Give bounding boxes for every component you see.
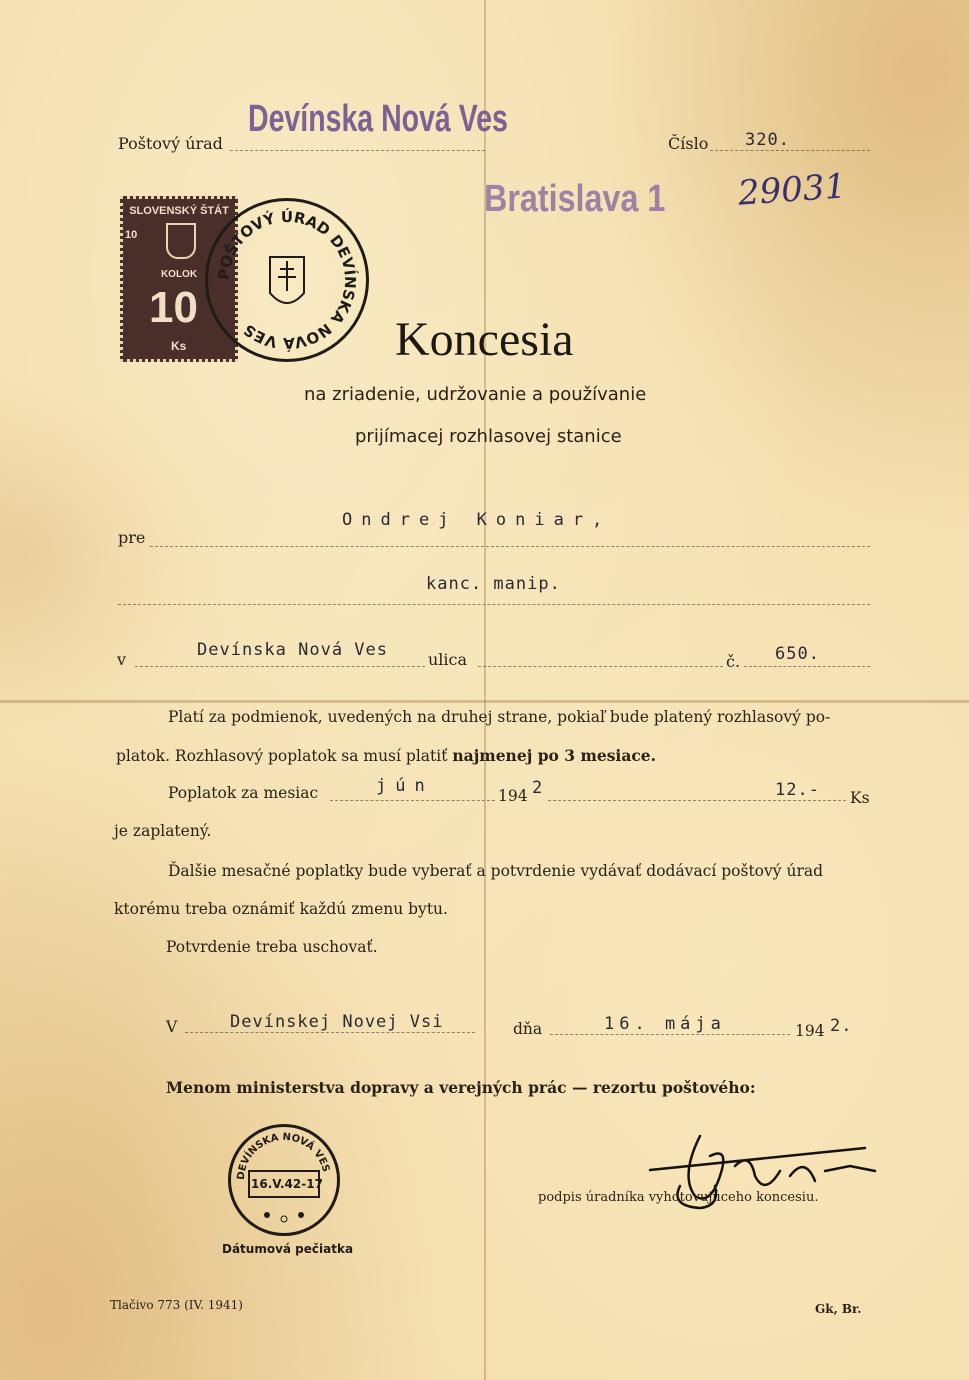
recipient-number: 650. — [775, 644, 820, 664]
conditions-line-2b: najmenej po 3 mesiace. — [452, 746, 657, 765]
official-caption: podpis úradníka vyhotovujúceho koncesiu. — [538, 1190, 819, 1205]
handwritten-number: 29031 — [736, 166, 848, 214]
dotted-line — [150, 546, 870, 547]
round-stamp-text: POŠTOVÝ ÚRAD DEVÍNSKA NOVÁ VES — [214, 207, 360, 353]
form-number: Tlačivo 773 (IV. 1941) — [110, 1298, 243, 1312]
revenue-stamp-corner: 10 — [125, 229, 138, 241]
ministry-text: Menom ministerstva dopravy a verejných prác — rezortu poštového: — [166, 1078, 756, 1097]
number-label-c: č. — [726, 652, 741, 671]
further-line-2: ktorému treba oznámiť každú zmenu bytu. — [114, 900, 448, 918]
dotted-line — [744, 666, 870, 667]
conditions-line-2 — [116, 746, 656, 765]
dotted-line — [330, 800, 495, 801]
signature-year-suffix: 2. — [830, 1016, 853, 1036]
conditions-line-2a: platok. Rozhlasový poplatok sa musí platiť — [116, 747, 453, 765]
date-stamp-caption: Dátumová pečiatka — [222, 1242, 354, 1256]
revenue-stamp-kolok: KOLOK — [160, 269, 198, 280]
fee-year-suffix: 2 — [532, 778, 544, 798]
signature-year-prefix: 194 — [795, 1022, 825, 1040]
svg-text:DEVÍNSKA NOVÁ VES — [236, 1132, 331, 1181]
round-office-stamp — [205, 198, 369, 362]
fold-line-horizontal — [0, 700, 969, 703]
subtitle-line-2: prijímacej rozhlasovej stanice — [355, 426, 622, 447]
recipient-town: Devínska Nová Ves — [197, 640, 388, 660]
round-stamp-ring — [208, 201, 366, 359]
fee-month: jún — [376, 776, 434, 796]
number-value: 320. — [745, 130, 790, 150]
dotted-line — [118, 604, 870, 605]
date-stamp-date: 16.V.42-17 — [251, 1177, 323, 1191]
paid-text: je zaplatený. — [114, 822, 212, 840]
street-label: ulica — [428, 650, 468, 669]
dotted-line — [185, 1032, 475, 1033]
dotted-line — [135, 666, 425, 667]
v-label: v — [117, 650, 127, 669]
fee-year-prefix: 194 — [498, 787, 528, 805]
signature-date: 16. mája — [604, 1014, 726, 1034]
place-v-label: V — [166, 1018, 178, 1036]
revenue-stamp-currency: Ks — [171, 339, 187, 353]
further-line-1: Ďalšie mesačné poplatky bude vyberať a potvrdenie vydávať dodávací poštový úrad — [168, 862, 824, 880]
dotted-line — [548, 800, 846, 801]
dotted-line — [230, 150, 485, 151]
printer-mark: Gk, Br. — [815, 1302, 862, 1316]
dotted-line — [550, 1034, 790, 1035]
number-label: Číslo — [668, 134, 709, 153]
recipient-name: Ondrej Koniar, — [342, 510, 612, 530]
date-stamp-ring-text: DEVÍNSKA NOVÁ VES — [235, 1131, 332, 1181]
date-label: dňa — [513, 1020, 543, 1038]
revenue-stamp-value: 10 — [149, 283, 198, 332]
fee-amount: 12.- — [775, 780, 820, 800]
recipient-occupation: kanc. manip. — [426, 574, 561, 594]
conditions-line-1: Platí za podmienok, uvedených na druhej strane, pokiaľ bude platený rozhlasový po- — [168, 708, 831, 726]
keep-text: Potvrdenie treba uschovať. — [166, 938, 378, 956]
dotted-line — [710, 150, 870, 151]
post-office-label: Poštový úrad — [118, 134, 223, 153]
city-stamp: Bratislava 1 — [484, 178, 666, 220]
date-stamp — [228, 1124, 340, 1236]
revenue-stamp-title: SLOVENSKÝ ŠTÁT — [129, 205, 229, 217]
subtitle-line-1: na zriadenie, udržovanie a používanie — [304, 384, 647, 405]
pre-label: pre — [118, 528, 146, 547]
document-title: Koncesia — [395, 313, 574, 366]
post-office-stamp: Devínska Nová Ves — [248, 98, 508, 140]
coat-of-arms-icon — [166, 223, 196, 259]
dotted-line — [478, 666, 723, 667]
signature-place: Devínskej Novej Vsi — [230, 1012, 444, 1032]
fee-currency: Ks — [850, 789, 870, 807]
fee-label: Poplatok za mesiac — [168, 784, 319, 802]
